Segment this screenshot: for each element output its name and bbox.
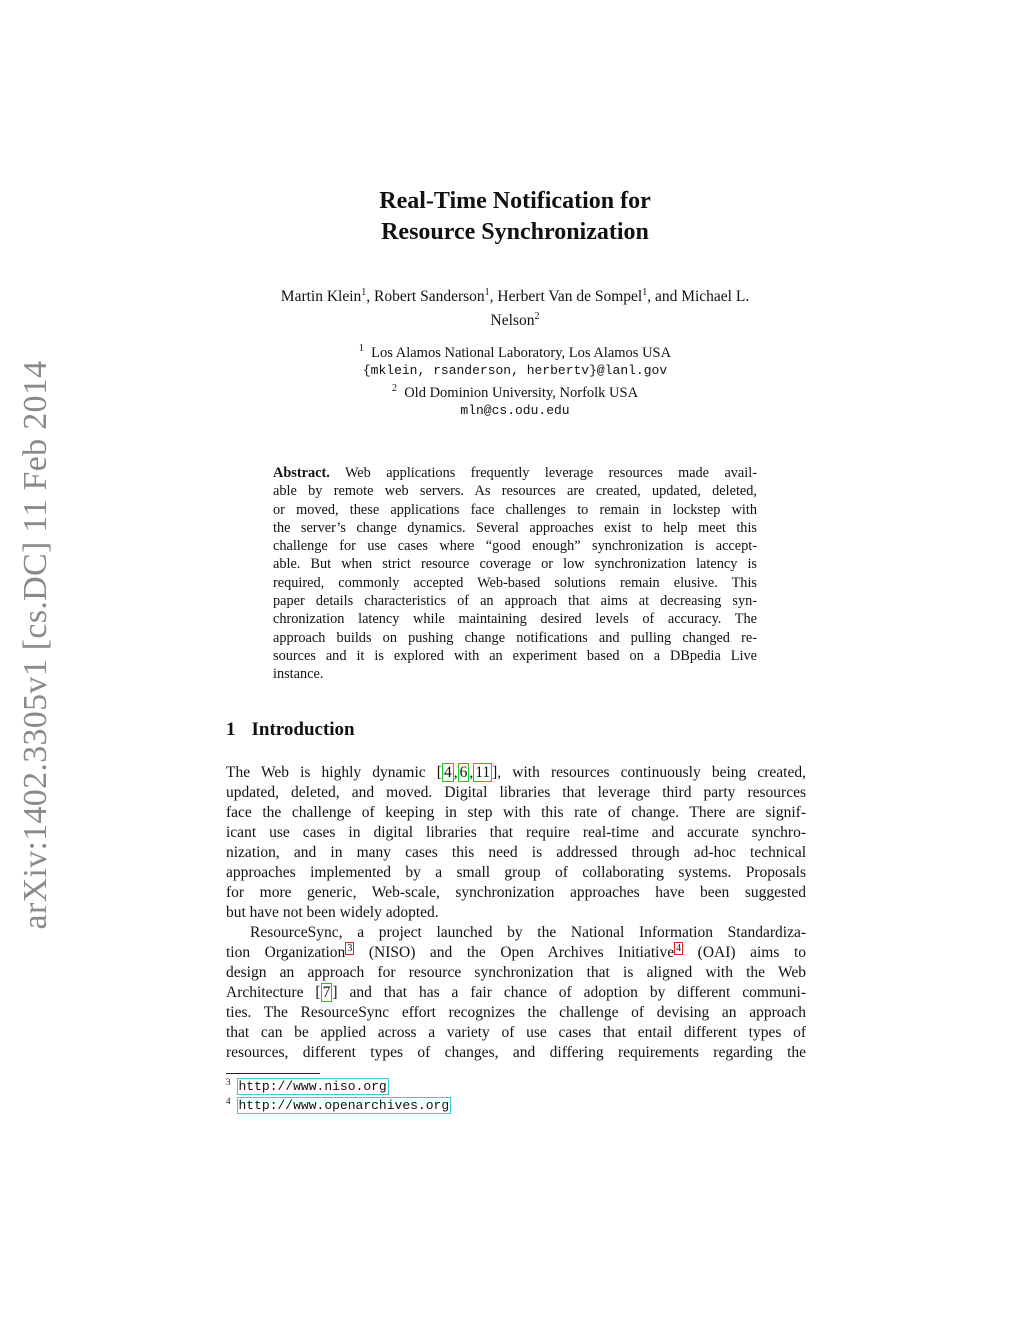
author-name: Nelson	[490, 312, 535, 330]
abstract-line: sources and it is explored with an experiment based on a DBpedia Live	[273, 647, 757, 664]
section-heading	[226, 719, 355, 741]
email-lanl: {mklein, rsanderson, herbertv}@lanl.gov	[362, 362, 668, 378]
body-line: updated, deleted, and moved. Digital libraries that leverage third party resources	[226, 784, 806, 801]
title-line-1: Real-Time Notification for	[379, 188, 651, 214]
author-name: , and Michael L.	[647, 288, 750, 306]
body-line: Architecture [ 7 ] and that has a fair chance of adoption by different communi-	[226, 984, 806, 1001]
abstract-text: Web applications frequently leverage resources made avail-	[344, 465, 757, 481]
author-name: Robert Sanderson	[374, 288, 485, 306]
affiliation-odu	[0, 380, 1024, 402]
body-line: resources, different types of changes, and differing requirements regarding the	[226, 1044, 806, 1061]
authors-line-1: Martin Klein$^1$, Robert Sanderson$^1$, Herbert Van de Sompel$^1$, and Michael L.	[280, 287, 750, 306]
affil-marker: 1	[358, 343, 364, 354]
abstract-line: challenge for use cases where “good enough” synchronization is accept-	[273, 538, 757, 555]
citation-link[interactable]: 4	[443, 764, 452, 781]
abstract-line: paper details characteristics of an approach that aims at decreasing syn-	[273, 593, 757, 610]
text-run: Architecture	[226, 984, 316, 1001]
body-line: icant use cases in digital libraries that require real-time and accurate synchro-	[226, 824, 806, 841]
footnote-rule	[226, 1073, 320, 1074]
body-line: The Web is highly dynamic [ 4 , 6 , 11 ], with resources continuously being created,	[226, 764, 806, 781]
citation-link[interactable]: 6	[459, 764, 468, 781]
body-line: but have not been widely adopted.	[226, 904, 439, 921]
abstract-line: approach builds on pushing change notifications and pulling changed re-	[273, 629, 757, 646]
author-name: Martin Klein	[280, 288, 362, 306]
abstract	[273, 464, 757, 684]
body-line: ties. The ResourceSync effort recognizes the challenge of devising an approach	[226, 1004, 806, 1021]
section-number: 1	[226, 719, 236, 740]
footnote-url-link[interactable]: http://www.openarchives.org	[238, 1098, 450, 1114]
body-line: design an approach for resource synchronization that is aligned with the Web	[226, 964, 806, 981]
title-line-2: Resource Synchronization	[381, 219, 649, 245]
footnote-3	[226, 1077, 389, 1094]
footnote-number: 4	[226, 1096, 231, 1106]
abstract-line: chronization latency while maintaining desired levels of accuracy. The	[273, 611, 757, 628]
body-line: that can be applied across a variety of use cases that entail different types of	[226, 1024, 806, 1041]
text-run: (NISO) and the Open Archives Initiative	[354, 944, 675, 961]
affiliation-lanl	[0, 340, 1024, 362]
affiliation-name: Los Alamos National Laboratory, Los Alamos USA	[371, 344, 672, 361]
body-line: for more generic, Web-scale, synchronization approaches have been suggested	[226, 884, 806, 901]
body-line: face the challenge of keeping in step with this rate of change. There are signif-	[226, 804, 806, 821]
arxiv-id: arXiv:1402.3305v1 [cs.DC] 11 Feb 2014	[17, 360, 54, 930]
footnote-number: 3	[226, 1077, 231, 1087]
intro-paragraph-2	[226, 923, 806, 1063]
email-odu: mln@cs.odu.edu	[460, 402, 570, 418]
abstract-line: or moved, these applications face challenges to remain in lockstep with	[273, 501, 757, 518]
citation-link[interactable]: 7	[322, 984, 331, 1001]
affil-marker: 2	[534, 311, 540, 323]
affil-marker: 2	[391, 382, 397, 394]
footnote-link[interactable]: 4	[676, 942, 682, 954]
abstract-line: able. But when strict resource coverage or low synchronization latency is	[273, 556, 757, 573]
abstract-line	[273, 464, 757, 482]
text-run: tion Organization	[226, 944, 346, 961]
abstract-line: required, commonly accepted Web-based solutions remain elusive. This	[273, 574, 757, 591]
body-line: ResourceSync, a project launched by the National Information Standardiza-	[250, 924, 806, 941]
text-run: (OAI) aims to	[683, 944, 807, 961]
author-list	[0, 283, 1024, 331]
abstract-line: able by remote web servers. As resources are created, updated, deleted,	[273, 483, 757, 500]
text-run: , with resources continuously being created,	[497, 764, 806, 781]
intro-paragraph-1	[226, 763, 806, 923]
authors-line-2	[0, 307, 1024, 331]
affiliations	[0, 340, 1024, 420]
abstract-line: the server’s change dynamics. Several approaches exist to help meet this	[273, 519, 757, 536]
citation-link[interactable]: 11	[475, 764, 491, 781]
body-line: nization, and in many cases this need is addressed through ad-hoc technical	[226, 844, 806, 861]
footnote-link[interactable]: 3	[347, 942, 353, 954]
arxiv-stamp	[14, 360, 58, 930]
abstract-line: instance.	[273, 666, 324, 683]
footnote-url-link[interactable]: http://www.niso.org	[238, 1079, 387, 1095]
section-title: Introduction	[251, 719, 355, 740]
paper-title	[0, 186, 1024, 248]
affil-marker: 1	[484, 287, 490, 298]
body-line: approaches implemented by a small group of collaborating systems. Proposals	[226, 864, 806, 881]
abstract-label: Abstract.	[273, 465, 330, 481]
affil-marker: 1	[642, 287, 648, 298]
footnote-4	[226, 1096, 451, 1113]
author-name: Herbert Van de Sompel	[497, 288, 643, 306]
text-run: and that has a fair chance of adoption by different communi-	[337, 984, 806, 1001]
affil-marker: 1	[361, 287, 367, 298]
body-line	[226, 943, 806, 963]
text-run: The Web is highly dynamic	[226, 764, 437, 781]
affiliation-name: Old Dominion University, Norfolk USA	[404, 384, 639, 401]
